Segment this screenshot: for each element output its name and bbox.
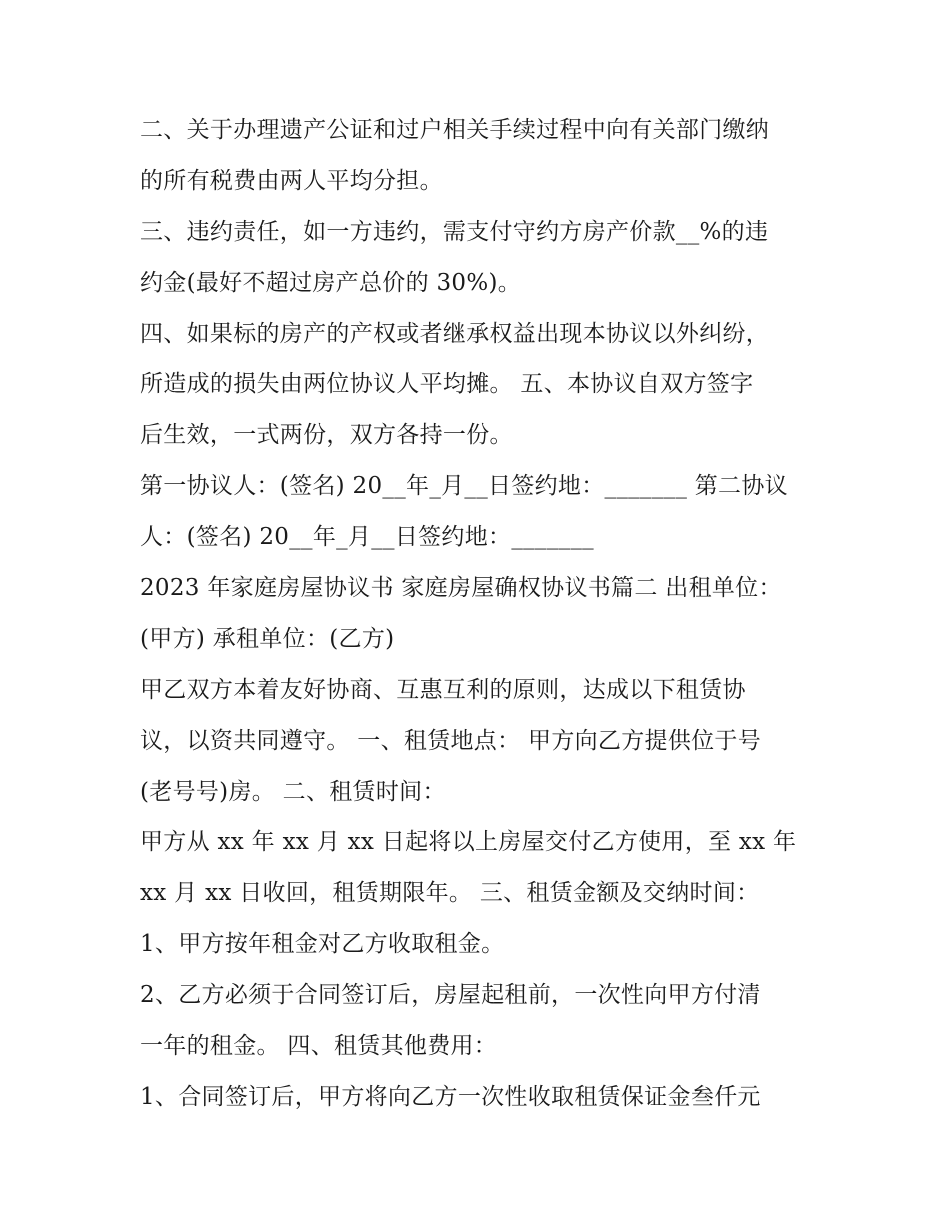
text-line: 所造成的损失由两位协议人平均摊。 五、本协议自双方签字 (140, 371, 754, 398)
text-line: 1、合同签订后，甲方将向乙方一次性收取租赁保证金叁仟元 (140, 1083, 761, 1110)
text-line: 第一协议人：(签名) 20__年_月__日签约地：_______ 第二协议 (140, 473, 788, 500)
text-line: 二、关于办理遗产公证和过户相关手续过程中向有关部门缴纳 (140, 117, 770, 143)
document-body (140, 105, 820, 1123)
text-line: 1、甲方按年租金对乙方收取租金。 (140, 931, 505, 958)
text-line: 2、乙方必须于合同签订后，房屋起租前，一次性向甲方付清 (140, 982, 761, 1009)
text-line: 的所有税费由两人平均分担。 (140, 167, 443, 194)
text-line: (老号号)房。 二、租赁时间： (140, 778, 446, 805)
text-line: 三、违约责任，如一方违约，需支付守约方房产价款__%的违 (140, 218, 769, 245)
text-line: (甲方) 承租单位：(乙方) (140, 625, 395, 652)
text-line: 甲乙双方本着友好协商、互惠互利的原则，达成以下租赁协 (140, 676, 746, 703)
text-line: 议，以资共同遵守。 一、租赁地点： 甲方向乙方提供位于号 (140, 727, 762, 754)
text-line: 后生效，一式两份，双方各持一份。 (140, 422, 513, 449)
text-line: 一年的租金。 四、租赁其他费用： (140, 1033, 498, 1060)
text-line: 甲方从 xx 年 xx 月 xx 日起将以上房屋交付乙方使用，至 xx 年 (140, 829, 797, 856)
text-line: 人：(签名) 20__年_月__日签约地：_______ (140, 524, 594, 551)
text-line: 四、如果标的房产的产权或者继承权益出现本协议以外纠纷， (140, 320, 770, 347)
text-line: 2023 年家庭房屋协议书 家庭房屋确权协议书篇二 出租单位： (140, 575, 782, 602)
text-line: xx 月 xx 日收回，租赁期限年。 三、租赁金额及交纳时间： (140, 880, 760, 907)
text-line: 约金(最好不超过房产总价的 30%)。 (140, 269, 522, 296)
